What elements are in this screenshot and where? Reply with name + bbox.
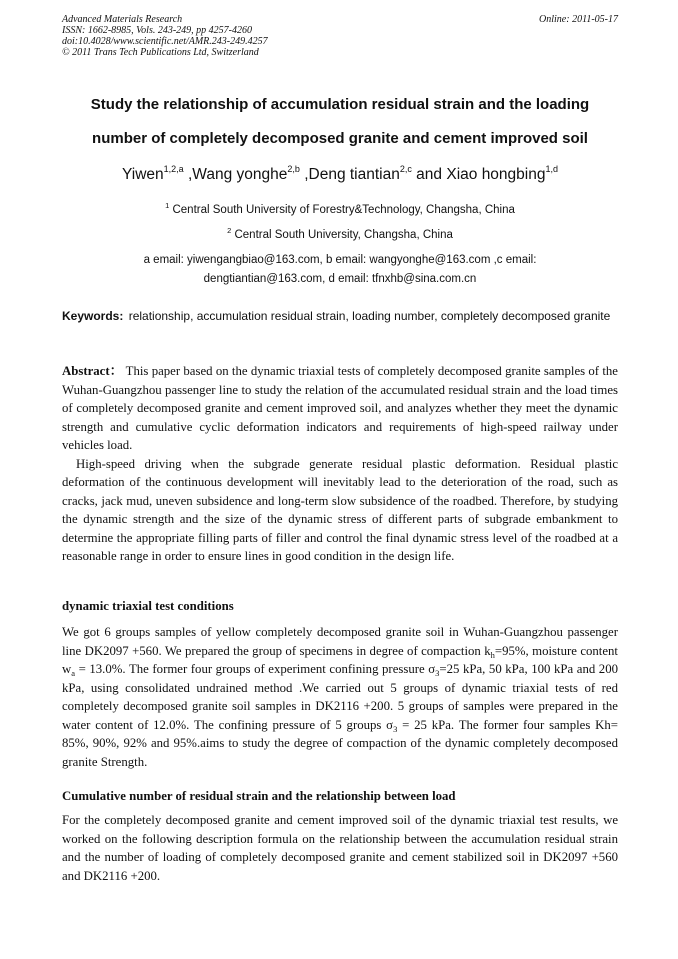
author-separator: , <box>299 166 309 183</box>
author-name: Deng tiantian <box>308 166 400 183</box>
affiliation-number: 1 <box>165 201 170 210</box>
abstract-paragraph-2: High-speed driving when the subgrade generate residual plastic deformation. Residual plastic deformation of the continuous development will inevitably lead to the deterioration of the road, such as cracks, jack mud, uneven subsidence and long-term slow subsidence of the roadbed. Therefore, by studying the dynamic strength and the size of the dynamic stress of different parts of subgrade embankment to determine the appropriate filling parts of filler and control the final dynamic stress level of the roadbed at a reasonable range in order to ensure lines in good condition in the design life. <box>62 456 618 563</box>
text-run: = 25 kPa. The former four samples Kh= 85%, 90%, 92% and 95%.aims to study the degree of compaction of the dynamic completely decomposed granite Strength. <box>62 717 618 769</box>
subscript: h <box>490 649 495 660</box>
online-date: Online: 2011-05-17 <box>539 14 618 25</box>
author-name: Yiwen <box>121 166 164 183</box>
journal-name: Advanced Materials Research <box>62 14 183 25</box>
email-line-1: a email: yiwengangbiao@163.com, b email: wangyonghe@163.com ,c email: <box>143 254 537 266</box>
keywords-label: Keywords: <box>62 309 124 323</box>
author-name: Wang yonghe <box>192 166 288 183</box>
doi-line: doi:10.4028/www.scientific.net/AMR.243-249.4257 <box>62 36 268 47</box>
subscript: 3 <box>393 723 398 734</box>
keywords-block <box>62 307 618 325</box>
text-run: =95%, moisture content w <box>62 643 618 676</box>
text-run: =25 kPa, 50 kPa, 100 kPa and 200 kPa, using consolidated undrained method .We carried out 5 groups of dynamic triaxial tests of red completely decomposed granite soil samples in DK2116 +200. 5 groups of samples were prepared in the water content of 12.0%. The confining pressure of 5 groups σ <box>62 662 618 732</box>
author-name: Xiao hongbing <box>446 166 546 183</box>
copyright-line: © 2011 Trans Tech Publications Ltd, Switzerland <box>62 47 259 58</box>
issn-line: ISSN: 1662-8985, Vols. 243-249, pp 4257-4260 <box>62 25 252 36</box>
author-affil-sup: 2,b <box>287 164 300 174</box>
paper-title: Study the relationship of accumulation residual strain and the loading number of completely decomposed granite and cement improved soil <box>90 96 590 147</box>
text-run: We got 6 groups samples of yellow completely decomposed granite soil in Wuhan-Guangzhou passenger line DK2097 +560. We prepared the group of specimens in degree of compaction k <box>62 625 618 658</box>
abstract-text-1: This paper based on the dynamic triaxial tests of completely decomposed granite samples of the Wuhan-Guangzhou passenger line to study the relation of the accumulated residual strain and the load times of completely decomposed granite and cement improved soil, and analyzes whether they meet the dynamic strength and cumulative cyclic deformation indicators and requirements of high-speed railway under vehicles load. <box>62 364 618 452</box>
abstract-paragraph-1 <box>62 362 618 455</box>
author-separator: and <box>411 166 447 183</box>
section-heading-test-conditions: dynamic triaxial test conditions <box>62 599 234 613</box>
affiliation-2 <box>62 226 618 244</box>
author-list <box>62 165 618 185</box>
abstract-label: Abstract： <box>62 364 123 378</box>
section-paragraph: For the completely decomposed granite and cement improved soil of the dynamic triaxial test results, we worked on the following description formula on the relationship between the accumulation residual strain and the number of loading of completely decomposed granite and cement stabilized soil in DK2097 +560 and DK2116 +200. <box>62 813 618 883</box>
affiliation-text: Central South University of Forestry&Technology, Changsha, China <box>172 204 515 216</box>
section-body-test-conditions <box>62 623 618 771</box>
journal-header <box>62 14 618 58</box>
affiliation-number: 2 <box>227 226 232 235</box>
affiliation-1 <box>62 201 618 219</box>
subscript: 3 <box>435 668 440 678</box>
author-affil-sup: 2,c <box>399 164 412 174</box>
section-heading-residual-strain: Cumulative number of residual strain and the relationship between load <box>62 789 456 803</box>
keywords-text: relationship, accumulation residual strain, loading number, completely decomposed granite <box>128 309 611 323</box>
abstract-block <box>62 362 618 566</box>
affiliation-text: Central South University, Changsha, China <box>234 229 453 241</box>
section-body-residual-strain <box>62 811 618 885</box>
section-paragraph <box>62 623 618 771</box>
author-emails <box>62 251 618 289</box>
subscript: a <box>71 668 76 678</box>
email-line-2: dengtiantian@163.com, d email: tfnxhb@sina.com.cn <box>203 273 477 285</box>
text-run: = 13.0%. The former four groups of experiment confining pressure σ <box>75 662 436 676</box>
author-affil-sup: 1,d <box>545 164 558 174</box>
author-separator: , <box>183 166 193 183</box>
author-affil-sup: 1,2,a <box>163 164 184 174</box>
